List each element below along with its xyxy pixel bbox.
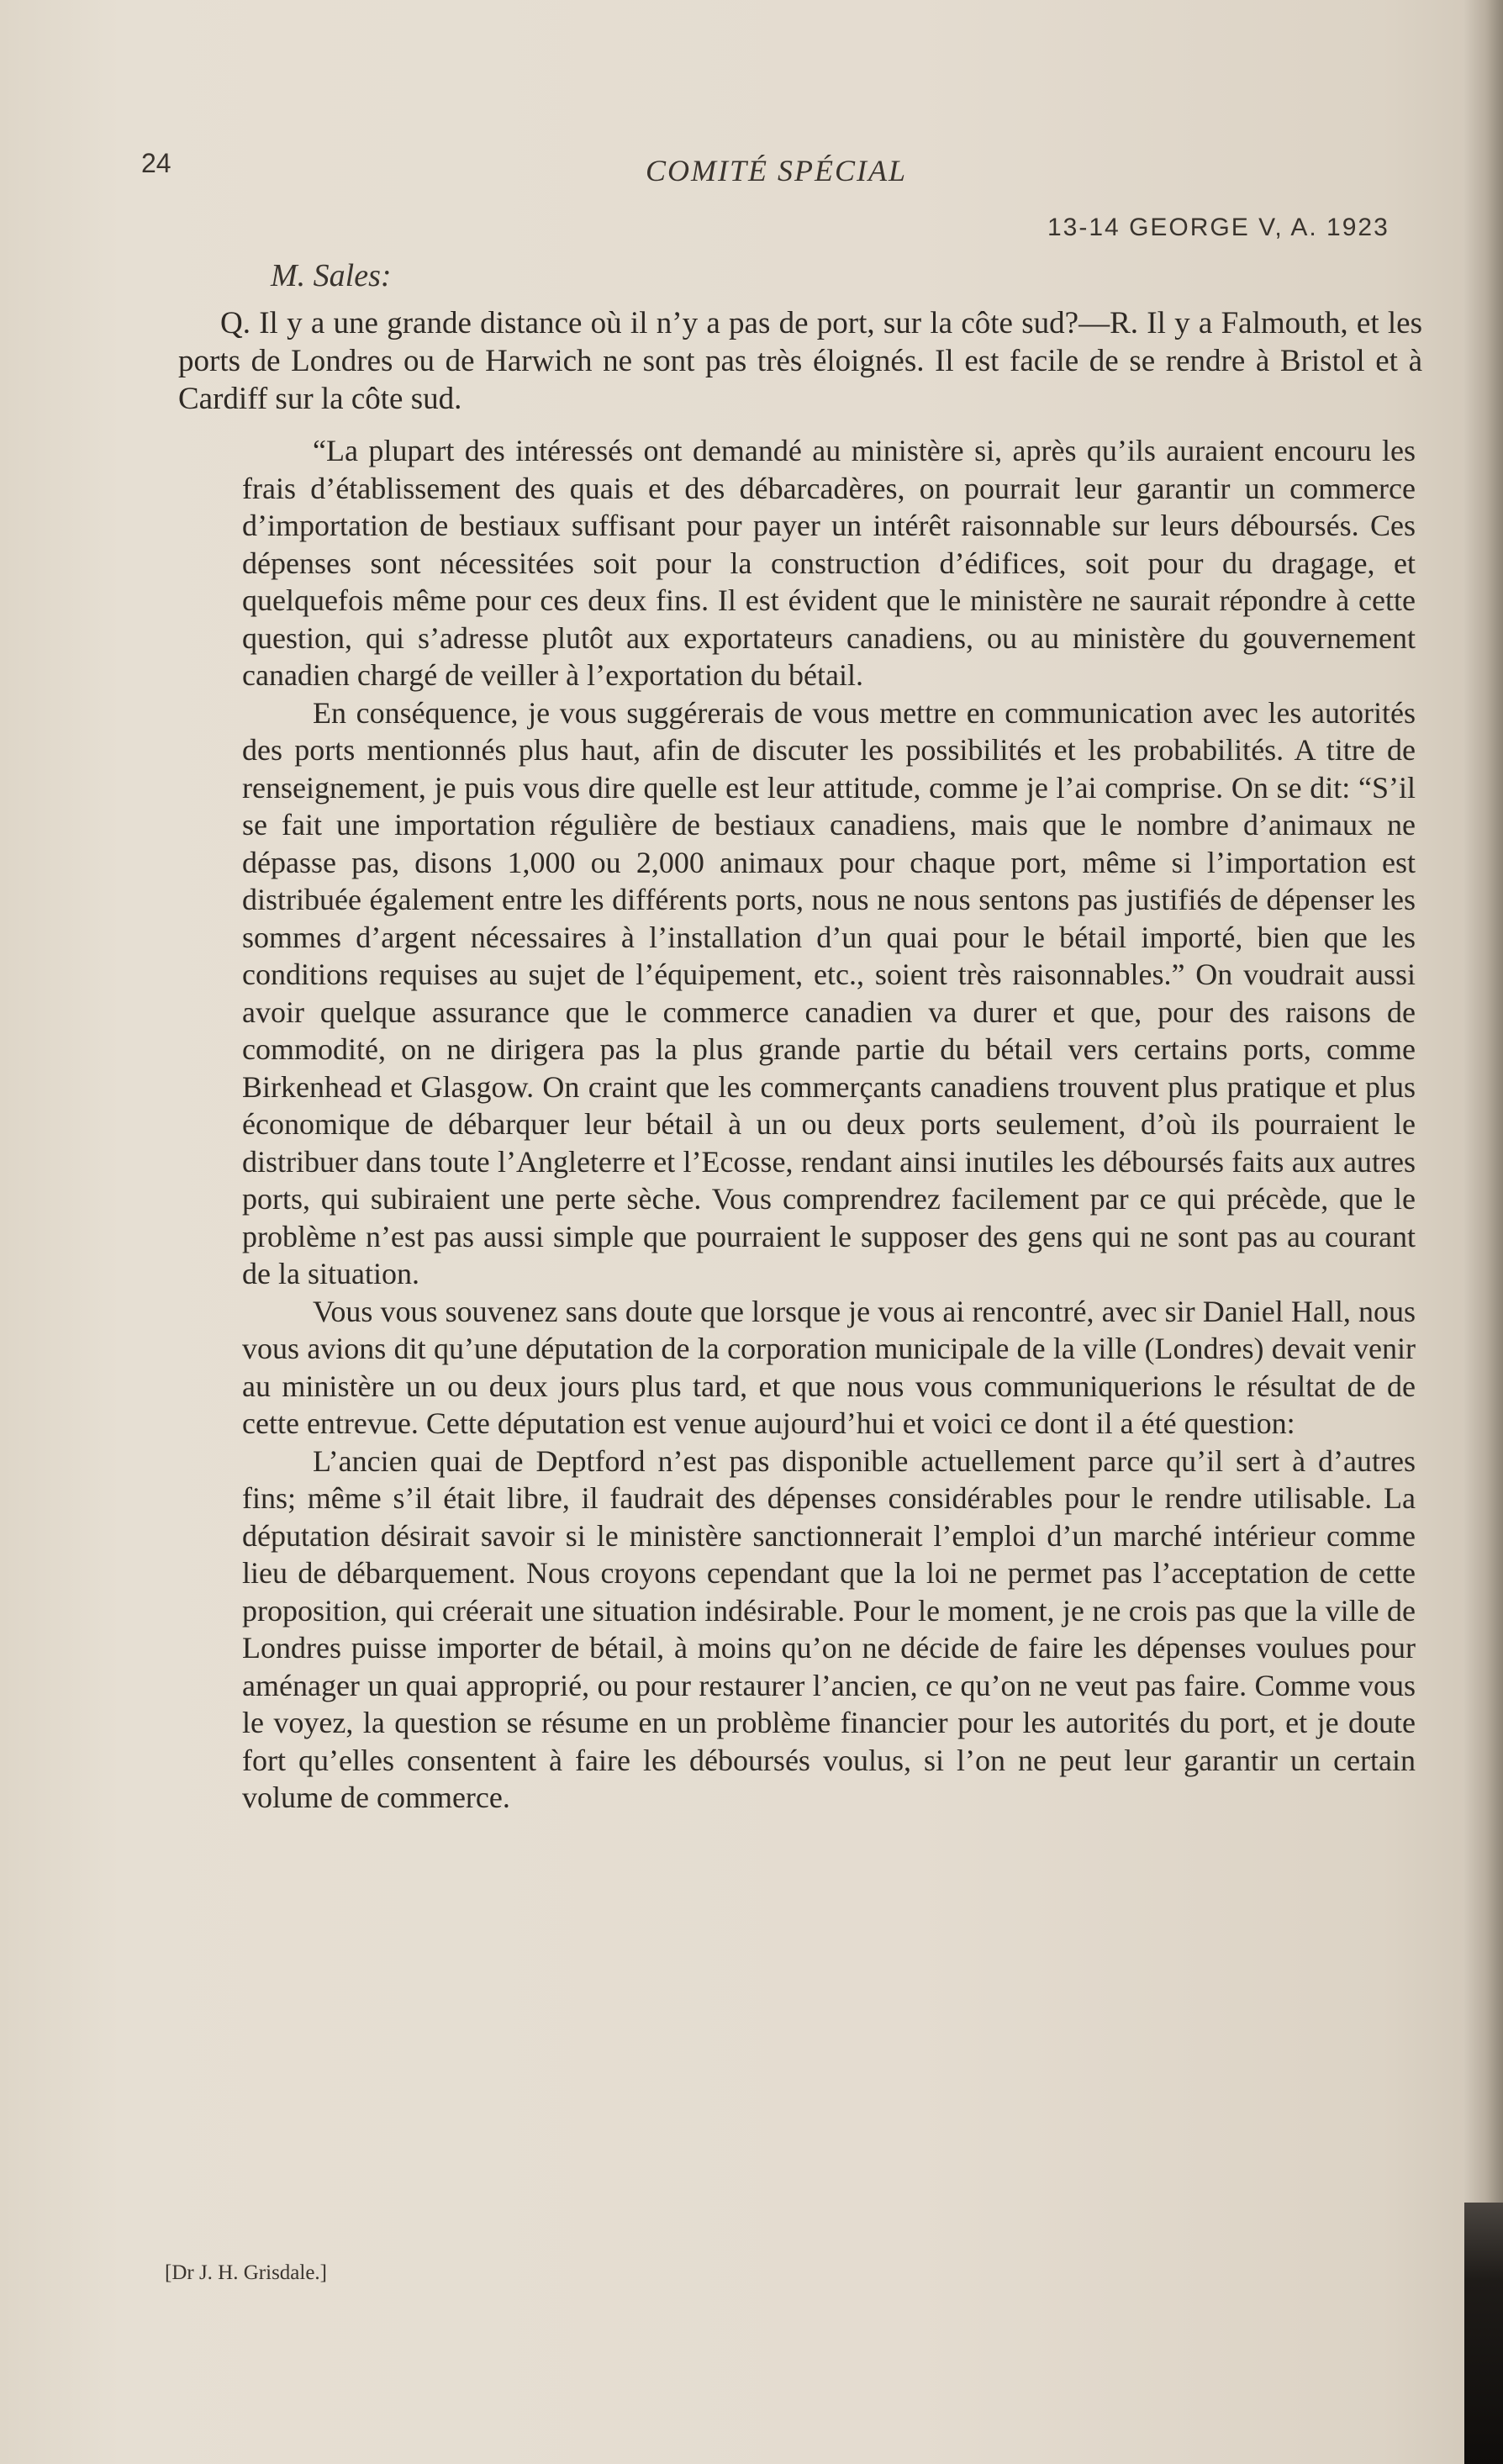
question-answer: Q. Il y a une grande distance où il n’y a pas de port, sur la côte sud?—R. Il y a Falmouth, et les ports de Londres ou de Harwich ne sont pas très éloignés. Il est facile de se rendre à Bristol et à Cardiff sur la côte sud. bbox=[178, 306, 1422, 416]
page-number: 24 bbox=[141, 148, 171, 178]
letter-paragraph: En conséquence, je vous suggérerais de vous mettre en communication avec les autorités des ports mentionnés plus haut, afin de discuter les possibilités et les probabilités. A titre de renseignement, je puis vous dire quelle est leur attitude, comme je l’ai comprise. On se dit: “S’il se fait une importation régulière de bestiaux canadiens, mais que le nombre d’animaux ne dépasse pas, disons 1,000 ou 2,000 animaux pour chaque port, même si l’importation est distribuée également entre les différents ports, nous ne nous sentons pas justifiés de dépenser les sommes d’argent nécessaires à l’installation d’un quai pour le bétail importé, bien que les conditions requises au sujet de l’équipement, etc., soient très raisonnables.” On voudrait aussi avoir quelque assurance que le commerce canadien va durer et que, pour des raisons de commodité, on ne dirigera pas la plus grande partie du bétail vers certains ports, comme Birkenhead et Glasgow. On craint que les commerçants canadiens trouvent plus pratique et plus économique de débarquer leur bétail à un ou deux ports seulement, d’où ils pourraient le distribuer dans toute l’Angleterre et l’Ecosse, rendant ainsi inutiles les déboursés faits aux autres ports, qui subiraient une perte sèche. Vous comprendrez facilement par ce qui précède, que le problème n’est pas aussi simple que pourraient le supposer des gens qui ne sont pas au courant de la situation. bbox=[242, 695, 1416, 1290]
page-edge-binding bbox=[1464, 2203, 1503, 2464]
letter-paragraph: L’ancien quai de Deptford n’est pas disponible actuellement parce qu’il sert à d’autres fins; même s’il était libre, il faudrait des dépenses considérables pour le rendre utilisable. La députation désirait savoir si le ministère sanctionnerait l’emploi d’un marché intérieur comme lieu de débarquement. Nous croyons cependant que la loi ne permet pas l’acceptation de cette proposition, qui créerait une situation indésirable. Pour le moment, je ne crois pas que la ville de Londres puisse importer de bétail, à moins qu’on ne décide de faire les dépenses voulues pour aménager un quai approprié, ou pour restaurer l’ancien, ce qu’on ne veut pas faire. Comme vous le voyez, la question se résume en un problème financier pour les autorités du port, et je doute fort qu’elles consentent à faire les déboursés voulus, si l’on ne peut leur garantir un certain volume de commerce. bbox=[242, 1443, 1416, 1814]
session-reference: 13-14 GEORGE V, A. 1923 bbox=[1047, 214, 1390, 241]
signature-note: [Dr J. H. Grisdale.] bbox=[165, 2261, 328, 2284]
running-head: COMITÉ SPÉCIAL bbox=[646, 154, 907, 187]
letter-paragraph: Vous vous souvenez sans doute que lorsque je vous ai rencontré, avec sir Daniel Hall, nous vous avions dit qu’une députation de la corporation municipale de la ville (Londres) devait venir au ministère un ou deux jours plus tard, et que nous vous communiquerions le résultat de de cette entrevue. Cette députation est venue aujourd’hui et voici ce dont il a été question: bbox=[242, 1294, 1416, 1440]
page-edge-shadow bbox=[1464, 0, 1503, 2464]
speaker-name: M. Sales: bbox=[271, 258, 392, 293]
quoted-letter bbox=[242, 432, 1416, 1817]
letter-paragraph: “La plupart des intéressés ont demandé au ministère si, après qu’ils auraient encouru les frais d’établissement des quais et des débarcadères, on pourrait leur garantir un commerce d’importation de bestiaux suffisant pour payer un intérêt raisonnable sur leurs déboursés. Ces dépenses sont nécessitées soit pour la construction d’édifices, soit pour du dragage, et quelquefois même pour ces deux fins. Il est évident que le ministère ne saurait répondre à cette question, qui s’adresse plutôt aux exportateurs canadiens, ou au ministère du gouvernement canadien chargé de veiller à l’exportation du bétail. bbox=[242, 434, 1416, 692]
